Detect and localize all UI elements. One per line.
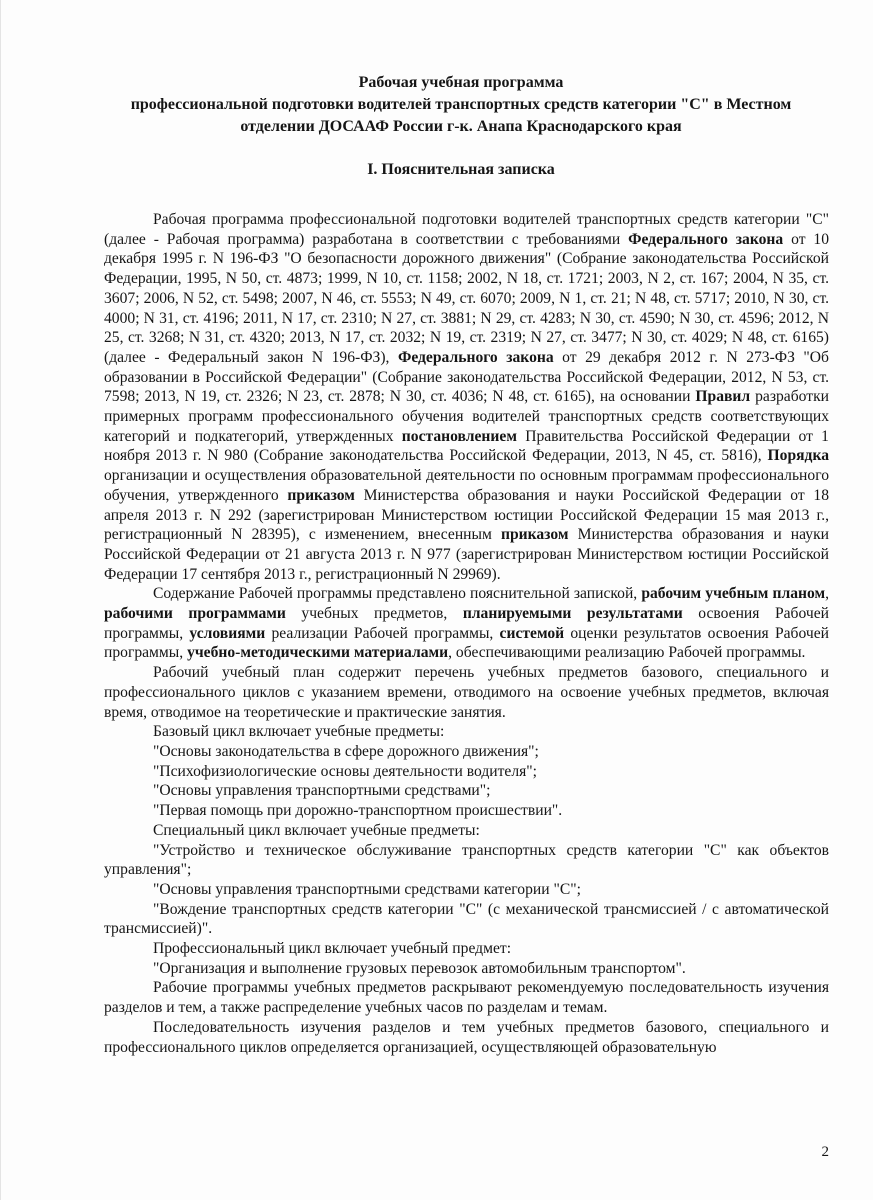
title-line-2: профессиональной подготовки водителей транспортных средств категории "С" в Местном	[130, 96, 792, 113]
list-item: "Основы законодательства в сфере дорожного движения";	[153, 742, 539, 760]
law-reference: Федерального закона	[628, 230, 784, 248]
base-cycle-intro: Базовый цикл включает учебные предметы:	[153, 723, 445, 741]
document-title	[61, 72, 861, 138]
section-reference: учебно-методическими материалами	[187, 644, 449, 662]
law-reference: Правил	[695, 388, 751, 406]
text-run: Содержание Рабочей программы представлено пояснительной запиской,	[153, 585, 642, 603]
paragraph-work-programs: Рабочие программы учебных предметов раскрывают рекомендуемую последовательность изучения разделов и тем, а также распределение учебных часов по разделам и темам.	[104, 979, 829, 1017]
section-title: I. Пояснительная записка	[367, 161, 555, 178]
paragraph-program-content	[104, 584, 829, 663]
title-line-1: Рабочая учебная программа	[358, 74, 564, 91]
law-reference: приказом	[287, 486, 355, 504]
paragraph-curriculum: Рабочий учебный план содержит перечень учебных предметов базового, специального и профессионального циклов с указанием времени, отводимого на освоение учебных предметов, включая время, отводимое на теоретические и практические занятия.	[104, 664, 829, 721]
text-run: от 10 декабря 1995 г. N 196-ФЗ "О безопасности дорожного движения" (Собрание законодательства Российской Федерации, 1995, N 50, ст. 4873; 1999, N 10, ст. 1158; 2002, N 18, ст. 1721; 2003, N 2, ст. 167; 2004, N 35, ст. 3607; 2006, N 52, ст. 5498; 2007, N 46, ст. 5553; N 49, ст. 6070; 2009, N 1, ст. 21; N 48, ст. 5717; 2010, N 30, ст. 4000; N 31, ст. 4196; 2011, N 17, ст. 2310; N 27, ст. 3881; N 29, ст. 4283; N 30, ст. 4590; N 30, ст. 4596; 2012, N 25, ст. 3268; N 31, ст. 4320; 2013, N 17, ст. 2032; N 19, ст. 2319; N 27, ст. 3477; N 30, ст. 4029; N 48, ст. 6165) (далее - Федеральный закон N 196-ФЗ),	[104, 230, 830, 366]
text-run: от 29 декабря 2012 г. N 273-ФЗ "Об образовании в Российской Федерации" (Собрание законодательства Российской Федерации, 2012, N 53, ст. 7598; 2013, N 19, ст. 2326; N 23, ст. 2878; N 30, ст. 4036; N 48, ст. 6165), на основании	[104, 348, 829, 406]
list-item: "Основы управления транспортными средствами";	[153, 782, 491, 800]
paragraph-legal-basis	[104, 210, 829, 584]
law-reference: постановлением	[401, 427, 517, 445]
section-reference: планируемыми результатами	[462, 605, 683, 623]
list-item: "Вождение транспортных средств категории "С" (с механической трансмиссией / с автоматической трансмиссией)".	[104, 900, 829, 938]
title-line-3: отделении ДОСААФ России г-к. Анапа Краснодарского края	[240, 118, 682, 135]
list-item: "Психофизиологические основы деятельности водителя";	[153, 762, 537, 780]
list-item: "Основы управления транспортными средствами категории "С";	[153, 880, 581, 898]
text-run: Правительства Российской Федерации от 1 ноября 2013 г. N 980 (Собрание законодательства Российской Федерации, 2013, N 45, ст. 5816),	[104, 427, 829, 465]
special-cycle-intro: Специальный цикл включает учебные предметы:	[153, 821, 480, 839]
prof-cycle-intro: Профессиональный цикл включает учебный предмет:	[153, 940, 512, 958]
text-run: разработки примерных программ профессионального обучения водителей транспортных средств соответствующих категорий и подкатегорий, утвержденных	[104, 388, 829, 445]
document-body	[104, 210, 829, 1057]
page-number: 2	[821, 1144, 829, 1160]
text-run: , обеспечивающими реализацию Рабочей программы.	[448, 644, 806, 662]
text-run: реализации Рабочей программы,	[265, 624, 500, 642]
law-reference: приказом	[501, 526, 569, 544]
text-run: Рабочая программа профессиональной подготовки водителей транспортных средств категории "С" (далее - Рабочая программа) разработана в соответствии с требованиями	[104, 211, 829, 248]
list-item: "Устройство и техническое обслуживание транспортных средств категории "С" как объектов управления";	[104, 841, 829, 879]
text-run: Министерства образования и науки Российской Федерации от 18 апреля 2013 г. N 292 (зарегистрирован Министерством юстиции Российской Федерации 15 мая 2013 г., регистрационный N 28395), с изменением, внесенным	[104, 486, 829, 544]
section-reference: системой	[499, 624, 565, 642]
text-run: учебных предметов,	[285, 605, 463, 623]
text-run: освоения Рабочей программы,	[104, 605, 829, 642]
list-item: "Организация и выполнение грузовых перевозок автомобильным транспортом".	[153, 959, 686, 977]
section-reference: рабочим учебным планом	[641, 585, 826, 603]
text-run: Министерства образования и науки Российской Федерации от 21 августа 2013 г. N 977 (зарегистрирован Министерством юстиции Российской Федерации 17 сентября 2013 г., регистрационный N 29969).	[104, 526, 829, 583]
section-reference: условиями	[189, 624, 266, 642]
list-item: "Первая помощь при дорожно-транспортном происшествии".	[153, 802, 563, 820]
law-reference: Порядка	[767, 447, 829, 465]
text-run: оценки результатов освоения Рабочей программы,	[104, 624, 829, 662]
paragraph-sequence: Последовательность изучения разделов и тем учебных предметов базового, специального и профессионального циклов определяется организацией, осуществляющей образовательную	[104, 1018, 829, 1056]
text-run: ,	[825, 585, 829, 603]
section-reference: рабочими программами	[104, 605, 286, 623]
text-run: организации и осуществления образовательной деятельности по основным программам профессионального обучения, утвержденного	[104, 467, 829, 504]
law-reference: Федерального закона	[397, 348, 554, 366]
